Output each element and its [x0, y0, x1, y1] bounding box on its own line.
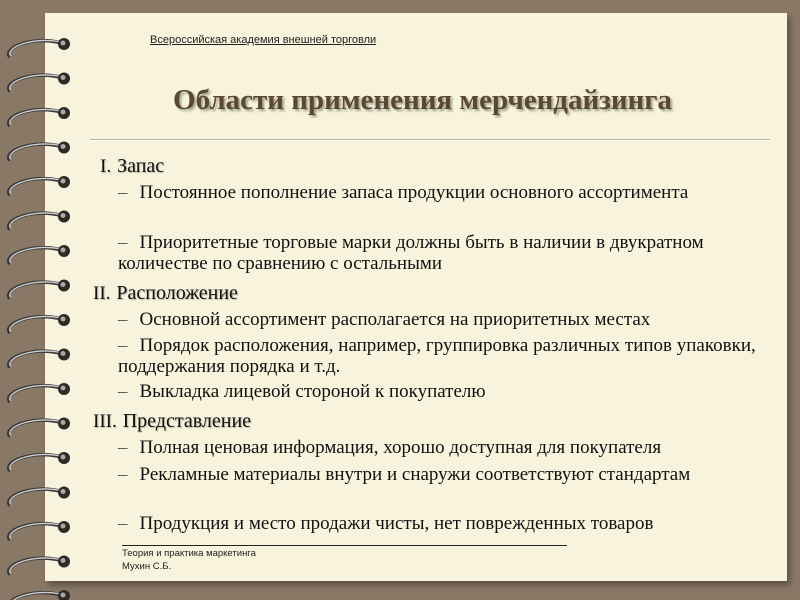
- list-item: – Полная ценовая информация, хорошо доступная для покупателя: [118, 437, 662, 458]
- spiral-ring-icon: [9, 452, 70, 471]
- spiral-ring-icon: [9, 211, 70, 230]
- footer-divider: [122, 545, 567, 546]
- spiral-ring-icon: [9, 556, 70, 575]
- list-item: – Основной ассортимент располагается на приоритетных местах: [118, 309, 651, 330]
- academy-name: Всероссийская академия внешней торговли: [150, 34, 377, 46]
- title-divider: [90, 139, 770, 141]
- spiral-ring-icon: [9, 176, 70, 195]
- section-heading-3: III. Представление: [93, 410, 252, 432]
- list-item: – Продукция и место продажи чисты, нет поврежденных товаров: [118, 513, 654, 534]
- section-heading-1: I. Запас: [100, 155, 165, 177]
- list-item: – Постоянное пополнение запаса продукции основного ассортимента: [118, 182, 689, 203]
- list-item: – Рекламные материалы внутри и снаружи соответствуют стандартам: [118, 464, 691, 485]
- list-item: – Выкладка лицевой стороной к покупателю: [118, 381, 486, 402]
- spiral-ring-icon: [9, 142, 70, 161]
- list-item: – Приоритетные торговые марки должны быть в наличии в двукратном количестве по сравнению с остальными: [118, 232, 704, 274]
- spiral-ring-icon: [9, 418, 70, 437]
- footer-author: Мухин С.Б.: [122, 561, 172, 572]
- footer-course: Теория и практика маркетинга: [122, 548, 256, 559]
- list-item: – Порядок расположения, например, группировка различных типов упаковки, поддержания порядка и т.д.: [118, 335, 756, 377]
- spiral-ring-icon: [9, 383, 70, 402]
- spiral-ring-icon: [9, 245, 70, 264]
- spiral-ring-icon: [9, 314, 70, 333]
- spiral-ring-icon: [9, 280, 70, 299]
- spiral-ring-icon: [9, 590, 70, 600]
- spiral-ring-icon: [9, 349, 70, 368]
- spiral-ring-icon: [9, 521, 70, 540]
- section-heading-2: II. Расположение: [93, 282, 238, 304]
- spiral-ring-icon: [9, 38, 70, 57]
- spiral-ring-icon: [9, 487, 70, 506]
- slide-title: Области применения мерчендайзинга: [173, 84, 672, 116]
